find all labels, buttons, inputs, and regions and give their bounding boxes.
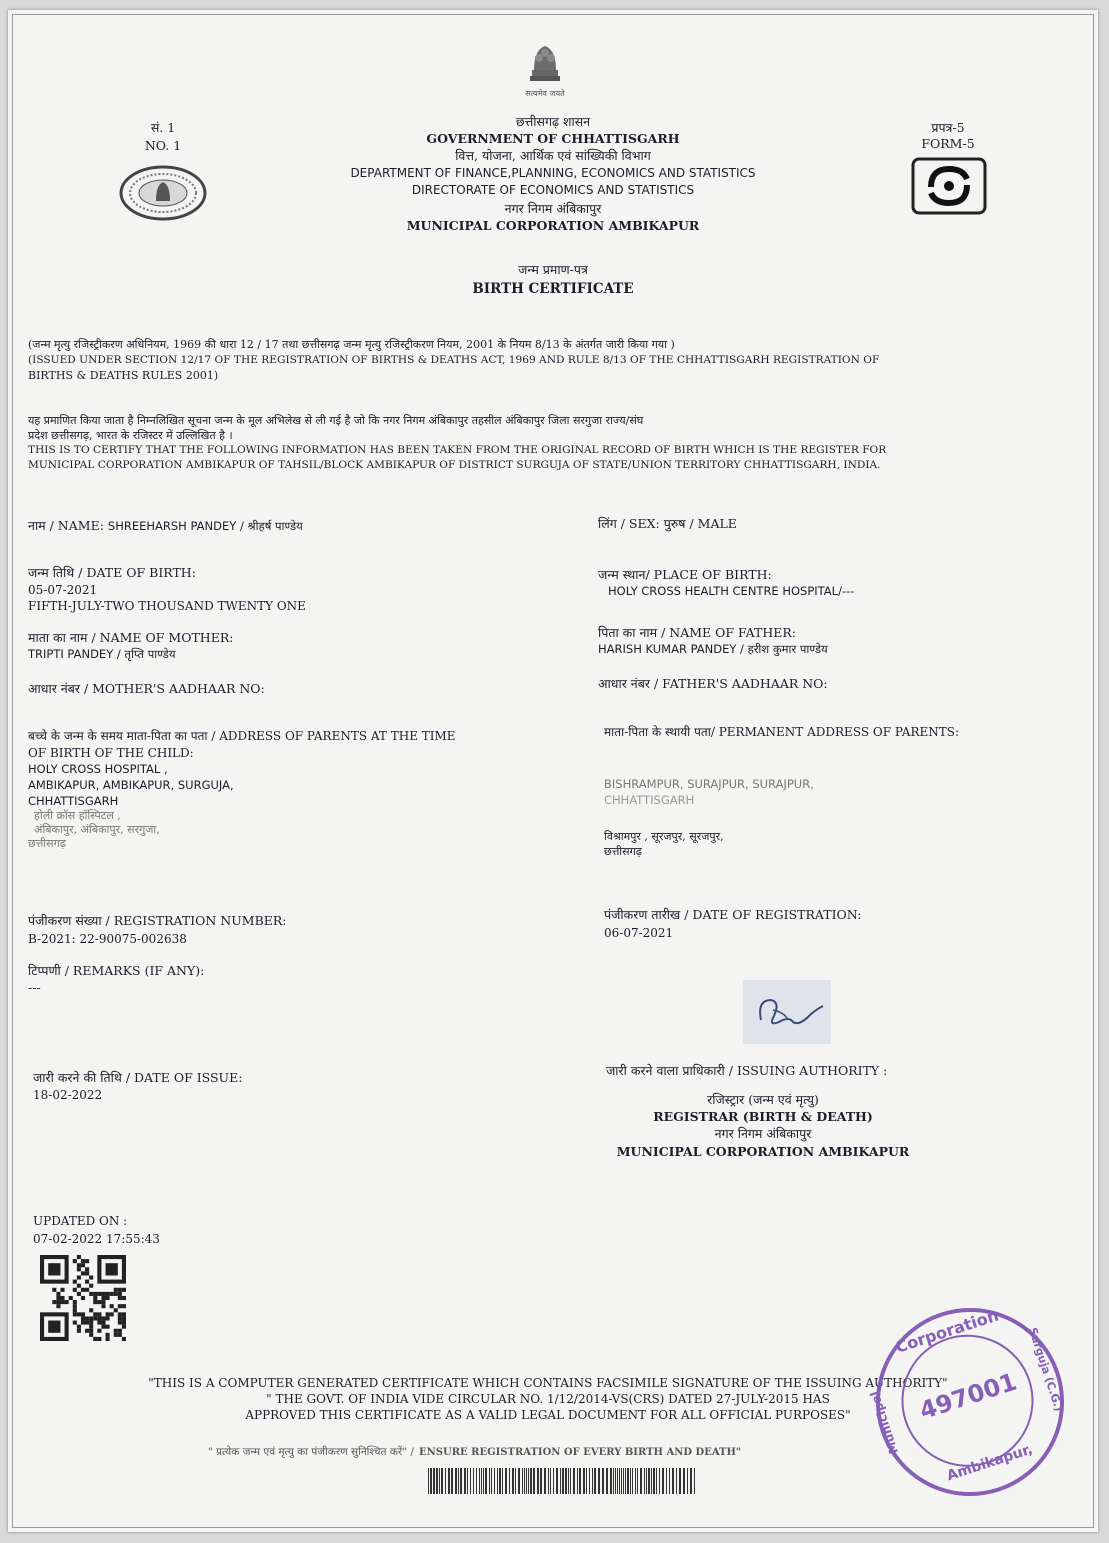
registrar-corp-hi: नगर निगम अंबिकापुर bbox=[714, 1126, 812, 1141]
addr-perm-hi-1: विश्रामपुर , सूरजपुर, सूरजपुर, bbox=[604, 830, 724, 843]
stamp-left-text: Municipal bbox=[867, 1389, 901, 1456]
name-label: नाम / NAME: bbox=[28, 518, 104, 533]
remarks-value: --- bbox=[28, 980, 41, 995]
issue-date-label: जारी करने की तिथि / DATE OF ISSUE: bbox=[33, 1070, 243, 1085]
reg-date-value: 06-07-2021 bbox=[604, 926, 674, 940]
reg-no-label: पंजीकरण संख्या / REGISTRATION NUMBER: bbox=[28, 913, 287, 928]
issued-under-hi: (जन्म मृत्यु रजिस्ट्रीकरण अधिनियम, 1969 की धारा 12 / 17 तथा छत्तीसगढ़ जन्म मृत्यु रजिस्ट्रीकरण नियम, 2001 के नियम 8/13 के अंतर्गत जारी किया गया ) bbox=[28, 338, 675, 351]
qr-code-icon bbox=[40, 1255, 126, 1341]
barcode-icon bbox=[428, 1468, 698, 1494]
father-aadhaar-label: आधार नंबर / FATHER'S AADHAAR NO: bbox=[598, 676, 828, 691]
addr-birth-hi-3: छत्तीसगढ़ bbox=[28, 837, 66, 850]
addr-perm-en-1: BISHRAMPUR, SURAJPUR, SURAJPUR, bbox=[604, 777, 814, 791]
addr-perm-label: माता-पिता के स्थायी पता/ PERMANENT ADDRESS OF PARENTS: bbox=[604, 725, 960, 739]
remarks-label: टिप्पणी / REMARKS (IF ANY): bbox=[28, 963, 205, 978]
addr-birth-label-1: बच्चे के जन्म के समय माता-पिता का पता / ADDRESS OF PARENTS AT THE TIME bbox=[28, 729, 456, 743]
certificate-page bbox=[8, 10, 1098, 1532]
stamp-right-text: Surguja (C.G.) bbox=[1025, 1325, 1066, 1414]
updated-label: UPDATED ON : bbox=[33, 1214, 128, 1228]
dept-hi: वित्त, योजना, आर्थिक एवं सांख्यिकी विभाग bbox=[455, 148, 651, 163]
mother-label: माता का नाम / NAME OF MOTHER: bbox=[28, 630, 234, 645]
certify-hi-2: प्रदेश छत्तीसगढ़, भारत के रजिस्टर में उल्लिखित है । bbox=[28, 429, 233, 442]
registrar-en: REGISTRAR (BIRTH & DEATH) bbox=[653, 1109, 873, 1124]
form-en: FORM-5 bbox=[921, 136, 975, 151]
crs-logo-icon bbox=[911, 157, 987, 215]
addr-perm-en-2: CHHATTISGARH bbox=[604, 793, 695, 807]
father-value: HARISH KUMAR PANDEY / हरीश कुमार पाण्डेय bbox=[598, 642, 828, 656]
registrar-hi: रजिस्ट्रार (जन्म एवं मृत्यु) bbox=[707, 1092, 819, 1107]
footer-note-1: "THIS IS A COMPUTER GENERATED CERTIFICATE WHICH CONTAINS FACSIMILE SIGNATURE OF THE ISSUING AUTHORITY" bbox=[148, 1376, 948, 1390]
page-title: BIRTH CERTIFICATE bbox=[472, 281, 634, 297]
national-emblem-icon bbox=[520, 40, 570, 90]
certify-en-2: MUNICIPAL CORPORATION AMBIKAPUR OF TAHSIL/BLOCK AMBIKAPUR OF DISTRICT SURGUJA OF STATE/UNION TERRITORY CHHATTISGARH, INDIA. bbox=[28, 459, 881, 471]
addr-birth-label-2: OF BIRTH OF THE CHILD: bbox=[28, 746, 194, 760]
pob-label: जन्म स्थान/ PLACE OF BIRTH: bbox=[598, 567, 772, 582]
gov-hi: छत्तीसगढ़ शासन bbox=[515, 114, 591, 129]
addr-birth-en-1: HOLY CROSS HOSPITAL , bbox=[28, 762, 168, 776]
dept-en: DEPARTMENT OF FINANCE,PLANNING, ECONOMICS AND STATISTICS bbox=[350, 166, 756, 180]
stamp-number: 497001 bbox=[916, 1367, 1021, 1426]
footer-note-3: APPROVED THIS CERTIFICATE AS A VALID LEGAL DOCUMENT FOR ALL OFFICIAL PURPOSES" bbox=[245, 1408, 851, 1422]
footer-note-2: " THE GOVT. OF INDIA VIDE CIRCULAR NO. 1/12/2014-VS(CRS) DATED 27-JULY-2015 HAS bbox=[266, 1392, 830, 1406]
issued-under-en-2: BIRTHS & DEATHS RULES 2001) bbox=[28, 369, 219, 382]
father-label: पिता का नाम / NAME OF FATHER: bbox=[598, 625, 796, 640]
name-value: SHREEHARSH PANDEY / श्रीहर्ष पाण्डेय bbox=[107, 519, 303, 533]
ensure-en: ENSURE REGISTRATION OF EVERY BIRTH AND DEATH" bbox=[419, 1447, 742, 1458]
signature-image bbox=[743, 980, 831, 1044]
mother-aadhaar-label: आधार नंबर / MOTHER'S AADHAAR NO: bbox=[28, 681, 265, 696]
ensure-hi: " प्रत्येक जन्म एवं मृत्यु का पंजीकरण सुनिश्चित करें" / bbox=[208, 1446, 414, 1458]
certify-hi-1: यह प्रमाणित किया जाता है निम्नलिखित सूचना जन्म के मूल अभिलेख से ली गई है जो कि नगर निगम अंबिकापुर तहसील अंबिकापुर जिला सरगुजा राज्य/संघ bbox=[28, 414, 644, 427]
corp-en: MUNICIPAL CORPORATION AMBIKAPUR bbox=[406, 218, 700, 233]
pob-value: HOLY CROSS HEALTH CENTRE HOSPITAL/--- bbox=[608, 584, 855, 598]
corp-hi: नगर निगम अंबिकापुर bbox=[504, 201, 602, 216]
stamp-bottom-text: Ambikapur, bbox=[944, 1441, 1035, 1485]
ensure-row bbox=[208, 1440, 908, 1460]
emblem-motto: सत्यमेव जयते bbox=[525, 89, 565, 98]
sex-label: लिंग / SEX: bbox=[598, 516, 660, 531]
addr-birth-hi-2: अंबिकापुर, अंबिकापुर, सरगुजा, bbox=[34, 823, 160, 836]
dob-label: जन्म तिथि / DATE OF BIRTH: bbox=[28, 565, 196, 580]
sex-value: पुरुष / MALE bbox=[663, 516, 737, 531]
updated-value: 07-02-2022 17:55:43 bbox=[33, 1232, 160, 1246]
name-row bbox=[28, 518, 588, 534]
addr-perm-hi-2: छत्तीसगढ़ bbox=[604, 845, 642, 858]
addr-birth-hi-1: होली क्रॉस हॉस्पिटल , bbox=[34, 809, 121, 822]
gov-en: GOVERNMENT OF CHHATTISGARH bbox=[426, 131, 680, 146]
issue-date-value: 18-02-2022 bbox=[33, 1088, 103, 1102]
serial-hi: सं. 1 bbox=[150, 120, 176, 135]
serial-en: NO. 1 bbox=[144, 138, 182, 153]
addr-birth-en-3: CHHATTISGARH bbox=[28, 794, 119, 808]
stamp-top-text: Corporation bbox=[893, 1305, 1001, 1357]
reg-date-label: पंजीकरण तारीख / DATE OF REGISTRATION: bbox=[604, 907, 862, 922]
authority-label: जारी करने वाला प्राधिकारी / ISSUING AUTHORITY : bbox=[606, 1063, 888, 1078]
directorate-en: DIRECTORATE OF ECONOMICS AND STATISTICS bbox=[411, 183, 695, 197]
reg-no-value: B-2021: 22-90075-002638 bbox=[28, 932, 187, 946]
state-seal-icon bbox=[118, 165, 208, 221]
mother-value: TRIPTI PANDEY / तृप्ति पाण्डेय bbox=[28, 647, 176, 661]
addr-birth-en-2: AMBIKAPUR, AMBIKAPUR, SURGUJA, bbox=[28, 778, 234, 792]
certify-en-1: THIS IS TO CERTIFY THAT THE FOLLOWING INFORMATION HAS BEEN TAKEN FROM THE ORIGINAL RECORD OF BIRTH WHICH IS THE REGISTER FOR bbox=[28, 444, 887, 456]
form-hi: प्रपत्र-5 bbox=[931, 120, 965, 135]
title-hi: जन्म प्रमाण-पत्र bbox=[518, 262, 588, 277]
registrar-corp-en: MUNICIPAL CORPORATION AMBIKAPUR bbox=[616, 1144, 910, 1159]
dob-value: 05-07-2021 bbox=[28, 583, 98, 597]
dob-words: FIFTH-JULY-TWO THOUSAND TWENTY ONE bbox=[28, 599, 306, 613]
sex-row bbox=[598, 516, 1048, 532]
issued-under-en-1: (ISSUED UNDER SECTION 12/17 OF THE REGISTRATION OF BIRTHS & DEATHS ACT, 1969 AND RULE 8/13 OF THE CHHATTISGARH REGISTRATION OF bbox=[28, 354, 880, 366]
